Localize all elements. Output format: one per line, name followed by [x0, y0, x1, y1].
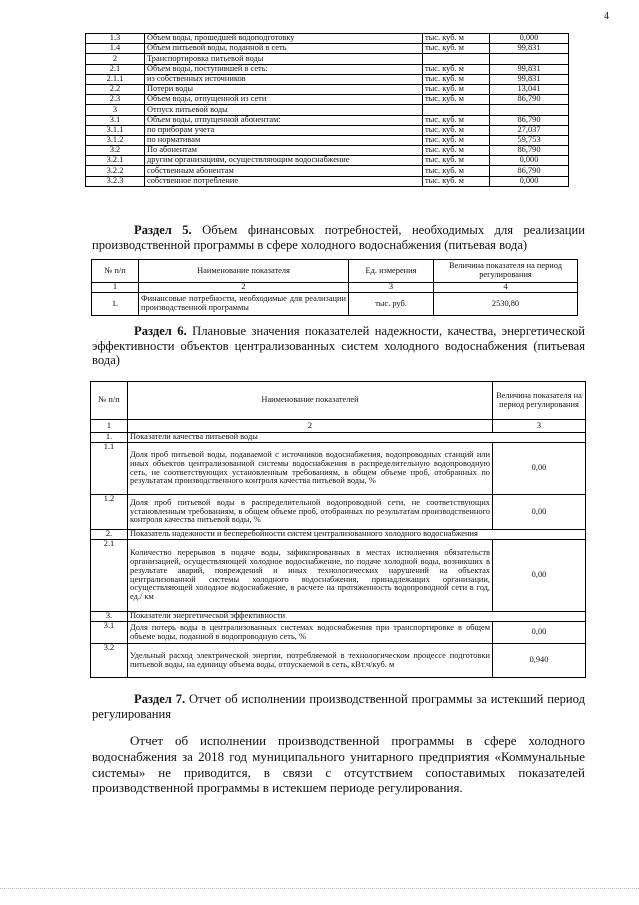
t3-group-num: 2.	[91, 530, 128, 540]
table-row	[86, 95, 569, 105]
t3-row-num: 1.2	[91, 495, 128, 530]
row-unit: тыс. куб. м	[423, 125, 490, 135]
t3-row-value: 0,00	[493, 443, 586, 495]
row-label: Отпуск питьевой воды	[145, 105, 423, 115]
row-label: собственное потребление	[145, 176, 423, 186]
page-bottom-line	[0, 888, 639, 889]
row-label: Объем воды, отпущенной из сети	[145, 95, 423, 105]
row-value: 27,037	[490, 125, 569, 135]
t2-cell: Финансовые потребности, необходимые для реализации производственной программы	[139, 293, 349, 316]
section-6-heading	[92, 324, 585, 368]
t3-row-num: 1.1	[91, 443, 128, 495]
row-label: Объем питьевой воды, поданной в сеть	[145, 44, 423, 54]
row-number: 3.2.3	[86, 176, 145, 186]
t2-header: Ед. измерения	[349, 260, 434, 283]
t3-group-title: Показатели энергетической эффективности	[128, 612, 586, 622]
t3-row-text: Доля потерь воды в централизованных системах водоснабжения при транспортировке в общем объеме воды, поданной в водопроводную сеть, %	[128, 622, 493, 644]
row-label: По абонентам	[145, 146, 423, 156]
table-row	[86, 156, 569, 166]
indicators-table	[90, 381, 586, 678]
t3-row-num: 3.1	[91, 622, 128, 644]
row-number: 3.1.2	[86, 135, 145, 145]
row-unit: тыс. куб. м	[423, 166, 490, 176]
t3-col-num: 1	[91, 420, 128, 433]
row-label: по нормативам	[145, 135, 423, 145]
row-label: Объем воды, отпущенной абонентам:	[145, 115, 423, 125]
row-value: 99,831	[490, 64, 569, 74]
row-unit: тыс. куб. м	[423, 74, 490, 84]
row-number: 1.3	[86, 34, 145, 44]
t2-header: Наименование показателя	[139, 260, 349, 283]
row-value: 86,790	[490, 115, 569, 125]
section-7-title: Отчет об исполнении производственной программы за истекший период регулирования	[92, 692, 585, 721]
t3-row-value: 0,940	[493, 644, 586, 678]
t2-col-num: 2	[139, 283, 349, 293]
section-7-label: Раздел 7.	[134, 692, 186, 706]
t3-header: № п/п	[91, 382, 128, 420]
water-balance-table	[85, 33, 569, 187]
row-value: 86,790	[490, 146, 569, 156]
t3-col-num: 2	[128, 420, 493, 433]
row-number: 2.3	[86, 95, 145, 105]
row-number: 3.2	[86, 146, 145, 156]
row-unit: тыс. куб. м	[423, 176, 490, 186]
row-number: 2	[86, 54, 145, 64]
row-number: 3.2.1	[86, 156, 145, 166]
table-row	[86, 34, 569, 44]
row-label: Объем воды, поступившей в сеть:	[145, 64, 423, 74]
row-number: 3.1.1	[86, 125, 145, 135]
row-unit: тыс. куб. м	[423, 135, 490, 145]
t3-header: Величина показателя на период регулирования	[493, 382, 586, 420]
row-unit: тыс. куб. м	[423, 44, 490, 54]
table-row	[86, 115, 569, 125]
row-value: 99,831	[490, 44, 569, 54]
row-value: 86,790	[490, 95, 569, 105]
row-label: Транспортировка питьевой воды	[145, 54, 423, 64]
section-5-title: Объем финансовых потребностей, необходимых для реализации производственной программы в сфере холодного водоснабжения (питьевая вода)	[92, 223, 585, 252]
row-number: 1.4	[86, 44, 145, 54]
t3-row-value: 0,00	[493, 622, 586, 644]
row-unit: тыс. куб. м	[423, 95, 490, 105]
t3-row-value: 0,00	[493, 495, 586, 530]
report-paragraph: Отчет об исполнении производственной программы в сфере холодного водоснабжения за 2018 год муниципального унитарного предприятия «Коммунальные системы» не приводится, в связи с отсутствием сопоставимых показателей производственной программы в истекшем периоде регулирования.	[92, 733, 585, 796]
table-row	[86, 64, 569, 74]
financial-needs-table	[91, 259, 578, 316]
t3-group-title: Показатели качества питьевой воды	[128, 433, 586, 443]
t2-cell: 1.	[92, 293, 139, 316]
row-unit: тыс. куб. м	[423, 115, 490, 125]
row-value: 0,000	[490, 156, 569, 166]
row-number: 3.2.2	[86, 166, 145, 176]
section-5-heading	[92, 223, 585, 252]
section-6-label: Раздел 6.	[134, 324, 187, 338]
section-5-label: Раздел 5.	[134, 223, 192, 237]
table-row	[86, 84, 569, 94]
row-value: 86,790	[490, 166, 569, 176]
t3-header: Наименование показателей	[128, 382, 493, 420]
t2-col-num: 1	[92, 283, 139, 293]
table-row	[86, 166, 569, 176]
table-row	[86, 176, 569, 186]
page-number: 4	[604, 11, 609, 22]
t2-cell: 2530,80	[434, 293, 578, 316]
t3-group-title: Показатель надежности и бесперебойности систем централизованного холодного водоснабжения	[128, 530, 586, 540]
row-unit: тыс. куб. м	[423, 146, 490, 156]
row-number: 2.1	[86, 64, 145, 74]
row-number: 2.2	[86, 84, 145, 94]
row-value: 13,041	[490, 84, 569, 94]
t2-col-num: 4	[434, 283, 578, 293]
row-number: 2.1.1	[86, 74, 145, 84]
row-unit	[423, 105, 490, 115]
row-value: 59,753	[490, 135, 569, 145]
row-label: Потери воды	[145, 84, 423, 94]
row-value: 99,831	[490, 74, 569, 84]
row-label: из собственных источников	[145, 74, 423, 84]
section-7-heading	[92, 692, 585, 721]
t3-row-text: Количество перерывов в подаче воды, зафиксированных в местах исполнения обязательств организацией, осуществляющей холодное водоснабжение, по подаче холодной воды, возникших в результате аварий, повреждений и иных технологических нарушений на объектах централизованной системы холодного водоснабжения, принадлежащих организации, осуществляющей холодное водоснабжение, в расчете на протяженность водопроводной сети в год, ед./ км	[128, 540, 493, 612]
row-value: 0,000	[490, 176, 569, 186]
row-value	[490, 54, 569, 64]
table-row	[86, 135, 569, 145]
row-unit: тыс. куб. м	[423, 84, 490, 94]
t3-row-text: Удельный расход электрической энергии, потребляемой в технологическом процессе подготовки питьевой воды, на единицу объема воды, отпускаемой в сеть, кВт.ч/куб. м	[128, 644, 493, 678]
row-value	[490, 105, 569, 115]
table-row	[86, 105, 569, 115]
t2-header: № п/п	[92, 260, 139, 283]
table-row	[86, 54, 569, 64]
row-unit	[423, 54, 490, 64]
section-6-title: Плановые значения показателей надежности, качества, энергетической эффективности объектов централизованных систем холодного водоснабжения (питьевая вода)	[92, 324, 586, 367]
row-label: другим организациям, осуществляющим водоснабжение	[145, 156, 423, 166]
t2-cell: тыс. руб.	[349, 293, 434, 316]
row-number: 3.1	[86, 115, 145, 125]
t3-row-text: Доля проб питьевой воды, подаваемой с источников водоснабжения, водопроводных станций или иных объектов централизованной системы водоснабжения в распределительную водопроводную сеть, не соответствующих установленным требованиям, в общем объеме проб, отобранных по результатам производственного контроля качества питьевой воды, %	[128, 443, 493, 495]
row-number: 3	[86, 105, 145, 115]
t2-col-num: 3	[349, 283, 434, 293]
table-row	[86, 74, 569, 84]
row-label: собственным абонентам	[145, 166, 423, 176]
row-unit: тыс. куб. м	[423, 156, 490, 166]
t3-row-value: 0,00	[493, 540, 586, 612]
row-unit: тыс. куб. м	[423, 64, 490, 74]
row-label: Объем воды, прошедшей водоподготовку	[145, 34, 423, 44]
table-row	[86, 146, 569, 156]
row-value: 0,000	[490, 34, 569, 44]
t3-row-num: 2.1	[91, 540, 128, 612]
table-row	[86, 44, 569, 54]
row-label: по приборам учета	[145, 125, 423, 135]
row-unit: тыс. куб. м	[423, 34, 490, 44]
t2-header: Величина показателя на период регулирования	[434, 260, 578, 283]
t3-row-num: 3.2	[91, 644, 128, 678]
table-row	[86, 125, 569, 135]
t3-row-text: Доля проб питьевой воды в распределительной водопроводной сети, не соответствующих установленным требованиям, в общем объеме проб, отобранных по результатам производственного контроля качества питьевой воды, %	[128, 495, 493, 530]
t3-group-num: 1.	[91, 433, 128, 443]
t3-group-num: 3.	[91, 612, 128, 622]
t3-col-num: 3	[493, 420, 586, 433]
